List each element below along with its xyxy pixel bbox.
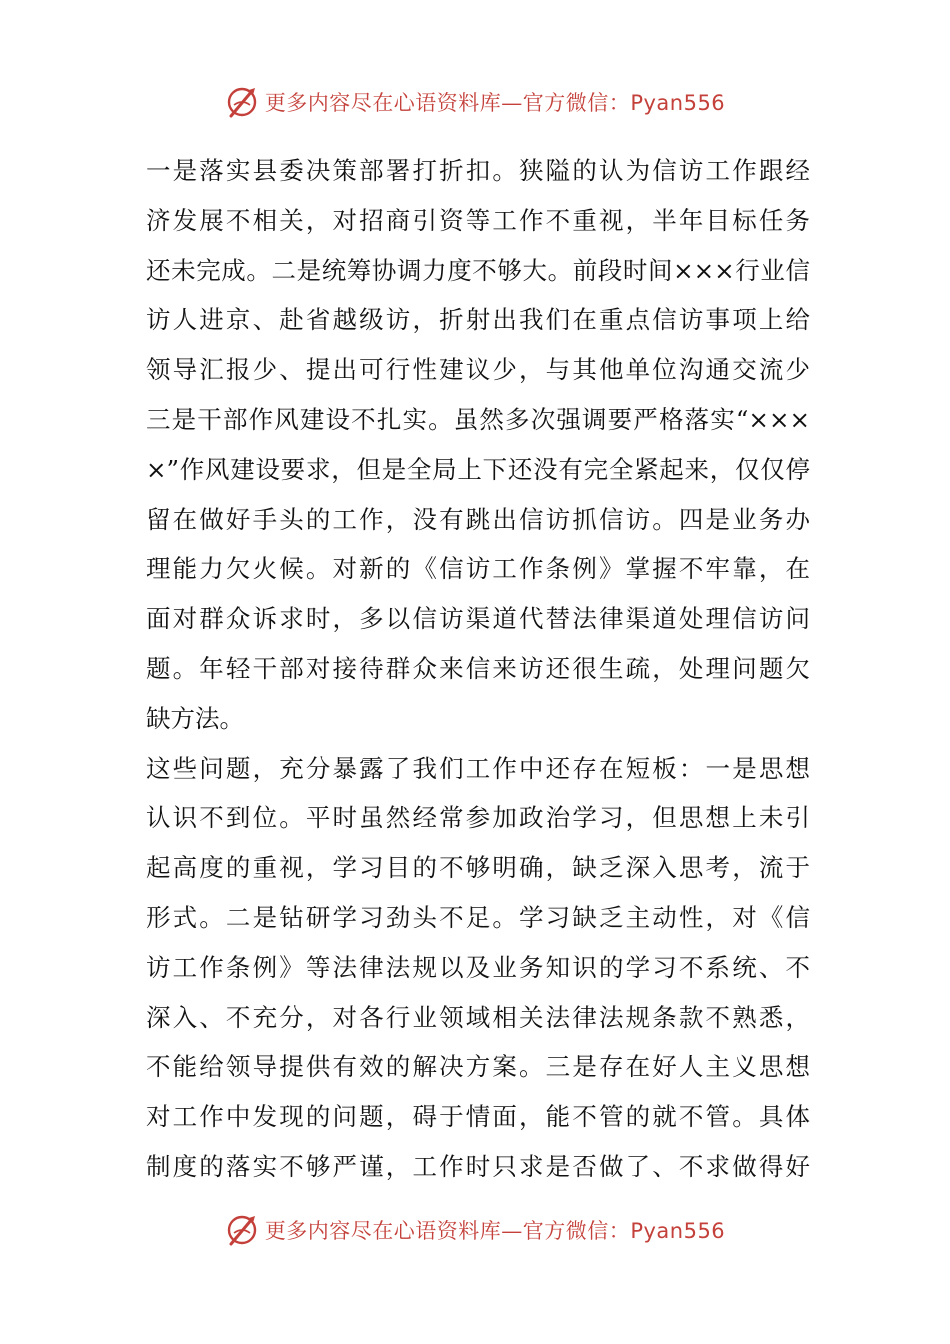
header-banner-inner [225,85,725,119]
body-line: 对工作中发现的问题，碍于情面，能不管的就不管。具体 [146,1102,810,1132]
footer-wechat-id: Pyan556 [630,1219,726,1243]
body-line: 一是落实县委决策部署打折扣。狭隘的认为信访工作跟经 [146,156,810,185]
body-line: 理能力欠火候。对新的《信访工作条例》掌握不牢靠，在 [146,554,810,584]
body-line: 还未完成。二是统筹协调力度不够大。前段时间×××行业信 [146,255,810,285]
pen-circle-logo-icon [225,85,259,119]
body-line: 访工作条例》等法律法规以及业务知识的学习不系统、不 [146,952,810,982]
footer-banner [0,1208,950,1252]
header-banner-label: 更多内容尽在心语资料库—官方微信： [264,91,631,115]
body-line: 深入、不充分，对各行业领域相关法律法规条款不熟悉， [146,1002,810,1032]
body-line: 不能给领导提供有效的解决方案。三是存在好人主义思想 [146,1052,810,1082]
body-line: 领导汇报少、提出可行性建议少，与其他单位沟通交流少 [146,355,810,385]
body-line: 缺方法。 [146,703,244,733]
header-banner-text [265,87,725,117]
body-line: 形式。二是钻研学习劲头不足。学习缺乏主动性，对《信 [146,902,810,932]
body-line: 题。年轻干部对接待群众来信来访还很生疏，处理问题欠 [146,653,810,683]
body-line: 起高度的重视，学习目的不够明确，缺乏深入思考，流于 [146,853,810,883]
footer-banner-label: 更多内容尽在心语资料库—官方微信： [264,1219,631,1243]
body-line: 这些问题，充分暴露了我们工作中还存在短板：一是思想 [146,753,810,783]
header-wechat-id: Pyan556 [630,91,726,115]
header-banner [0,80,950,124]
footer-banner-inner [225,1213,725,1247]
body-line: ×”作风建设要求，但是全局上下还没有完全紧起来，仅仅停 [146,454,810,484]
body-line: 访人进京、赴省越级访，折射出我们在重点信访事项上给 [146,305,810,335]
body-line: 济发展不相关，对招商引资等工作不重视，半年目标任务 [146,205,810,235]
body-line: 制度的落实不够严谨，工作时只求是否做了、不求做得好 [146,1151,810,1181]
document-body [146,146,810,1192]
body-line: 认识不到位。平时虽然经常参加政治学习，但思想上未引 [146,803,810,833]
body-line: 三是干部作风建设不扎实。虽然多次强调要严格落实“××× [146,404,810,434]
pen-circle-logo-icon [225,1213,259,1247]
footer-banner-text [265,1215,725,1245]
body-line: 留在做好手头的工作，没有跳出信访抓信访。四是业务办 [146,504,810,534]
body-line: 面对群众诉求时，多以信访渠道代替法律渠道处理信访问 [146,604,810,634]
